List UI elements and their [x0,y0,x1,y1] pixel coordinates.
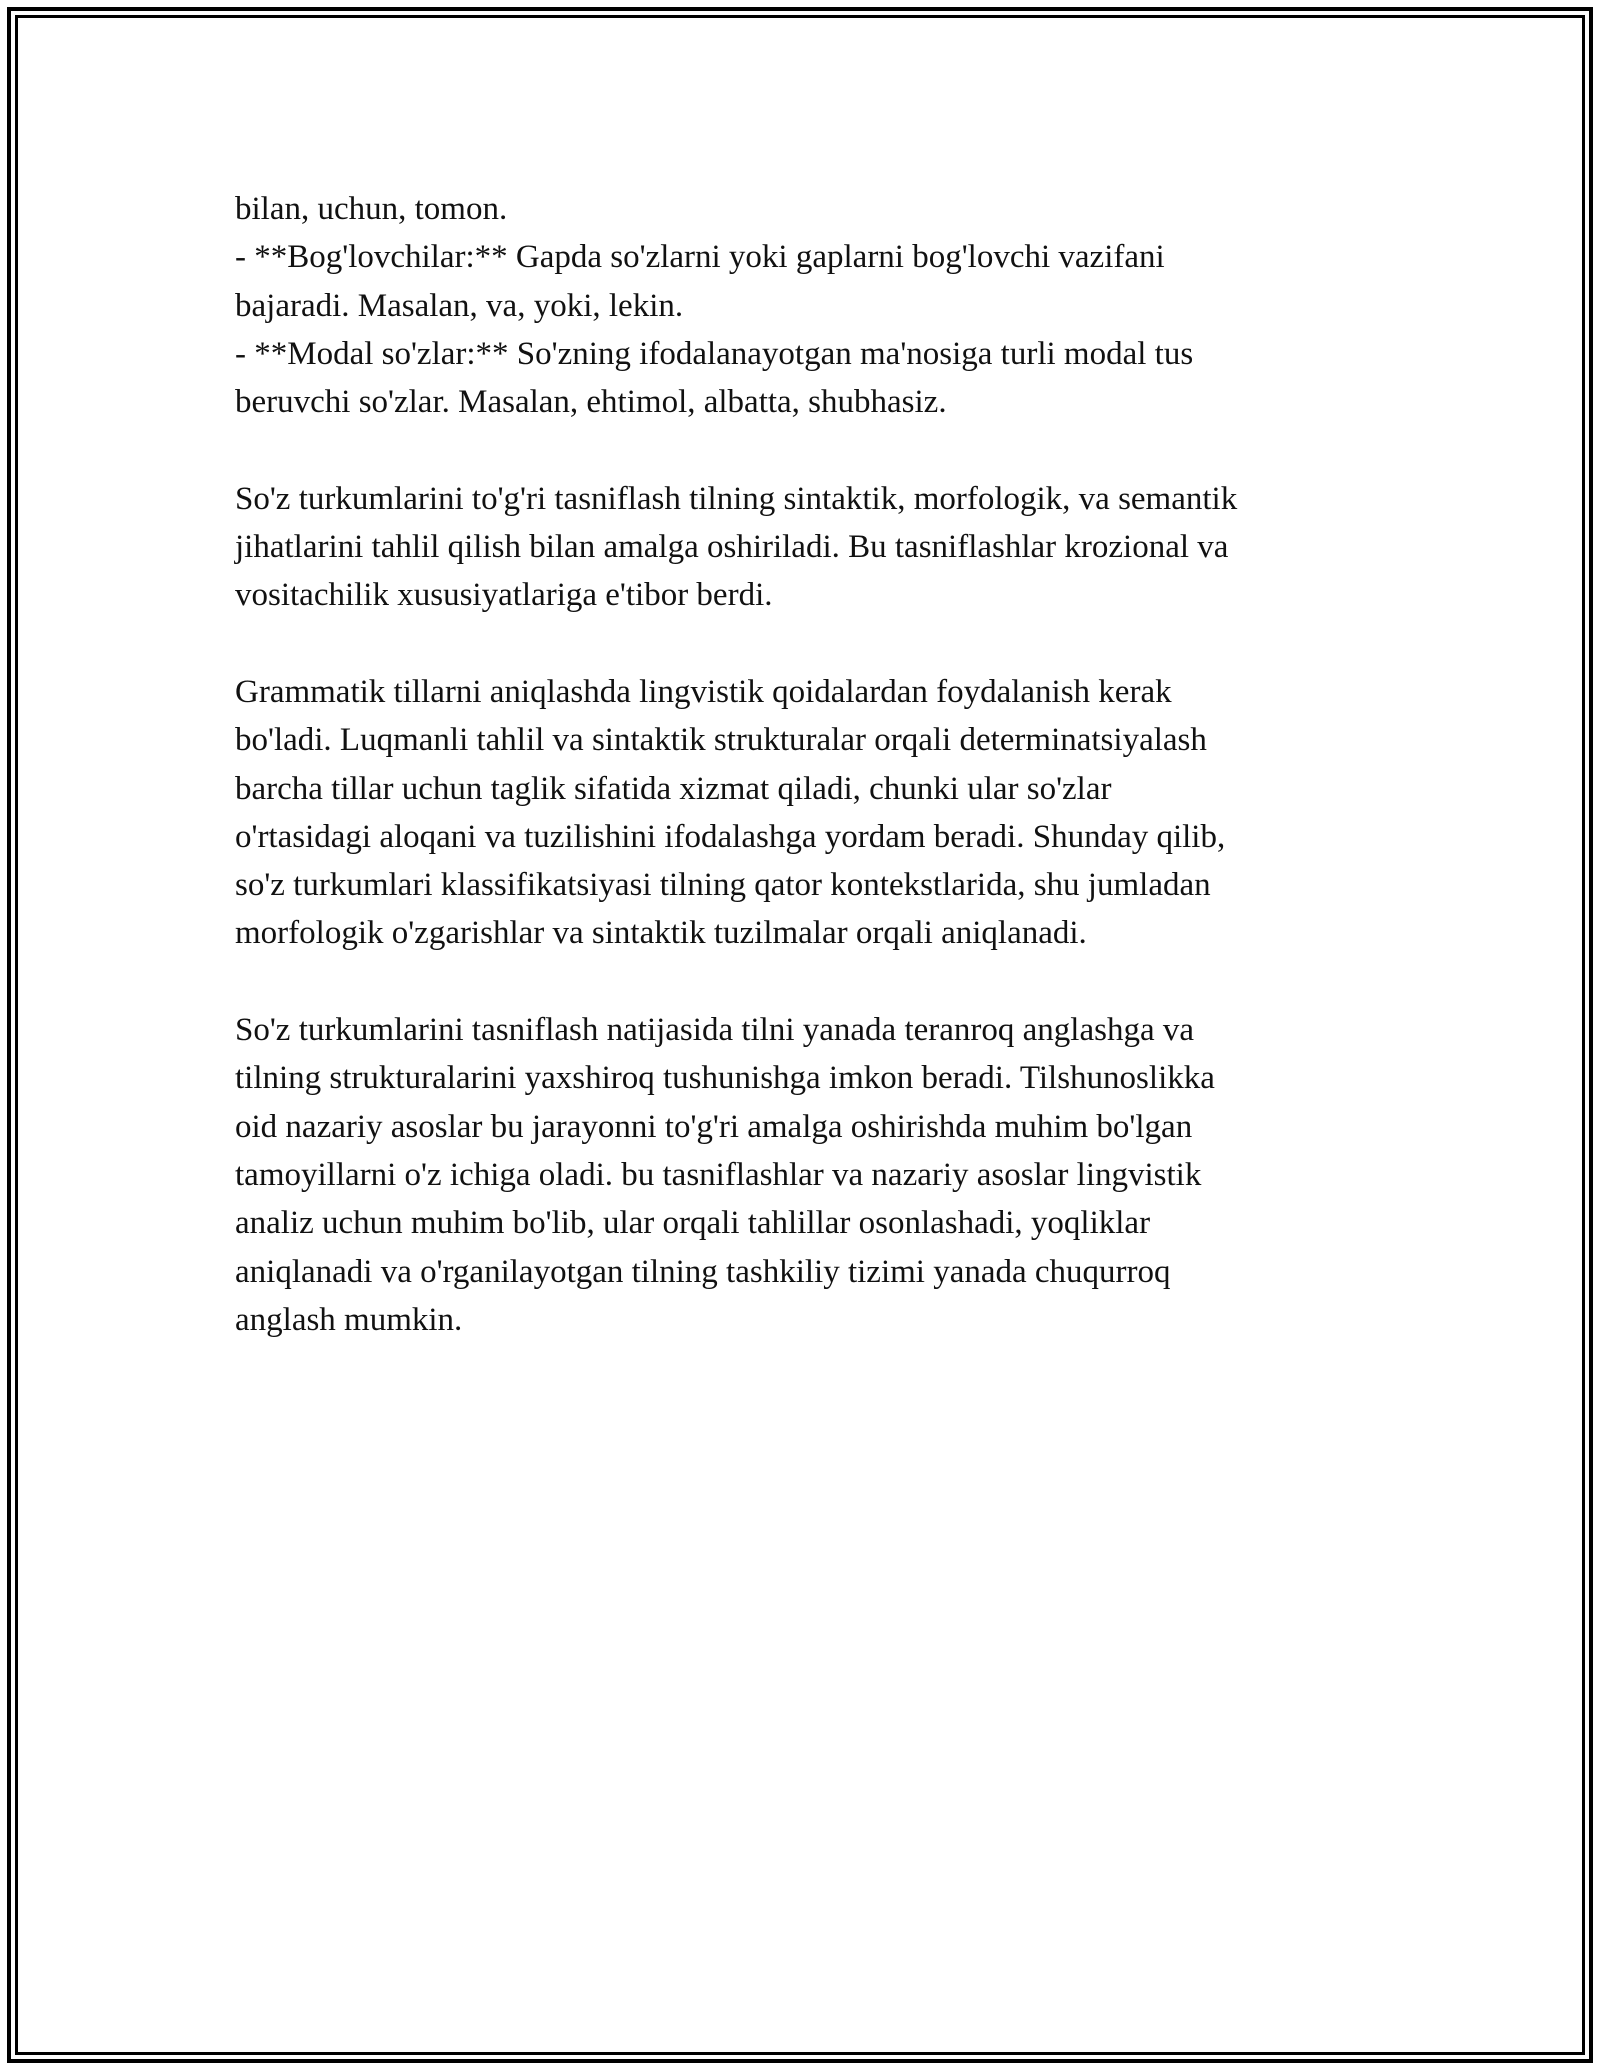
text-line: tilning strukturalarini yaxshiroq tushunishga imkon beradi. Tilshunoslikka [235,1060,1215,1097]
text-line: jihatlarini tahlil qilish bilan amalga oshiriladi. Bu tasniflashlar krozional va [235,529,1229,566]
text-line: barcha tillar uchun taglik sifatida xizmat qiladi, chunki ular so'zlar [235,770,1112,807]
paragraph-classification [235,475,1365,620]
text-line: vositachilik xususiyatlariga e'tibor berdi. [235,577,773,614]
text-line: Grammatik tillarni aniqlashda lingvistik qoidalardan foydalanish kerak [235,673,1172,710]
list-item-boglovchilar: - **Bog'lovchilar:** Gapda so'zlarni yoki gaplarni bog'lovchi vazifani [235,239,1165,276]
paragraph-gap [235,620,1365,668]
text-line: beruvchi so'zlar. Masalan, ehtimol, albatta, shubhasiz. [235,384,947,421]
text-line: bajaradi. Masalan, va, yoki, lekin. [235,287,684,324]
text-line: bilan, uchun, tomon. [235,191,508,227]
text-line: bo'ladi. Luqmanli tahlil va sintaktik strukturalar orqali determinatsiyalash [235,722,1207,759]
text-line: So'z turkumlarini to'g'ri tasniflash tilning sintaktik, morfologik, va semantik [235,480,1238,517]
text-line: oid nazariy asoslar bu jarayonni to'g'ri amalga oshirishda muhim bo'lgan [235,1108,1193,1145]
paragraph-gap [235,426,1365,474]
text-line: aniqlanadi va o'rganilayotgan tilning tashkiliy tizimi yanada chuqurroq [235,1253,1171,1290]
document-body [235,185,1365,1344]
paragraph-grammar [235,668,1365,958]
text-line: o'rtasidagi aloqani va tuzilishini ifodalashga yordam beradi. Shunday qilib, [235,818,1226,855]
text-line: morfologik o'zgarishlar va sintaktik tuzilmalar orqali aniqlanadi. [235,915,1087,952]
text-line: analiz uchun muhim bo'lib, ular orqali tahlillar osonlashadi, yoqliklar [235,1205,1151,1242]
text-line: anglash mumkin. [235,1301,463,1338]
paragraph-conclusion [235,1006,1365,1344]
text-line: So'z turkumlarini tasniflash natijasida tilni yanada teranroq anglashga va [235,1012,1194,1049]
text-line: so'z turkumlari klassifikatsiyasi tilning qator kontekstlarida, shu jumladan [235,867,1211,904]
paragraph-list-continuation [235,185,1365,426]
list-item-modal-sozlar: - **Modal so'zlar:** So'zning ifodalanayotgan ma'nosiga turli modal tus [235,335,1194,372]
paragraph-gap [235,958,1365,1006]
text-line: tamoyillarni o'z ichiga oladi. bu tasniflashlar va nazariy asoslar lingvistik [235,1156,1202,1193]
